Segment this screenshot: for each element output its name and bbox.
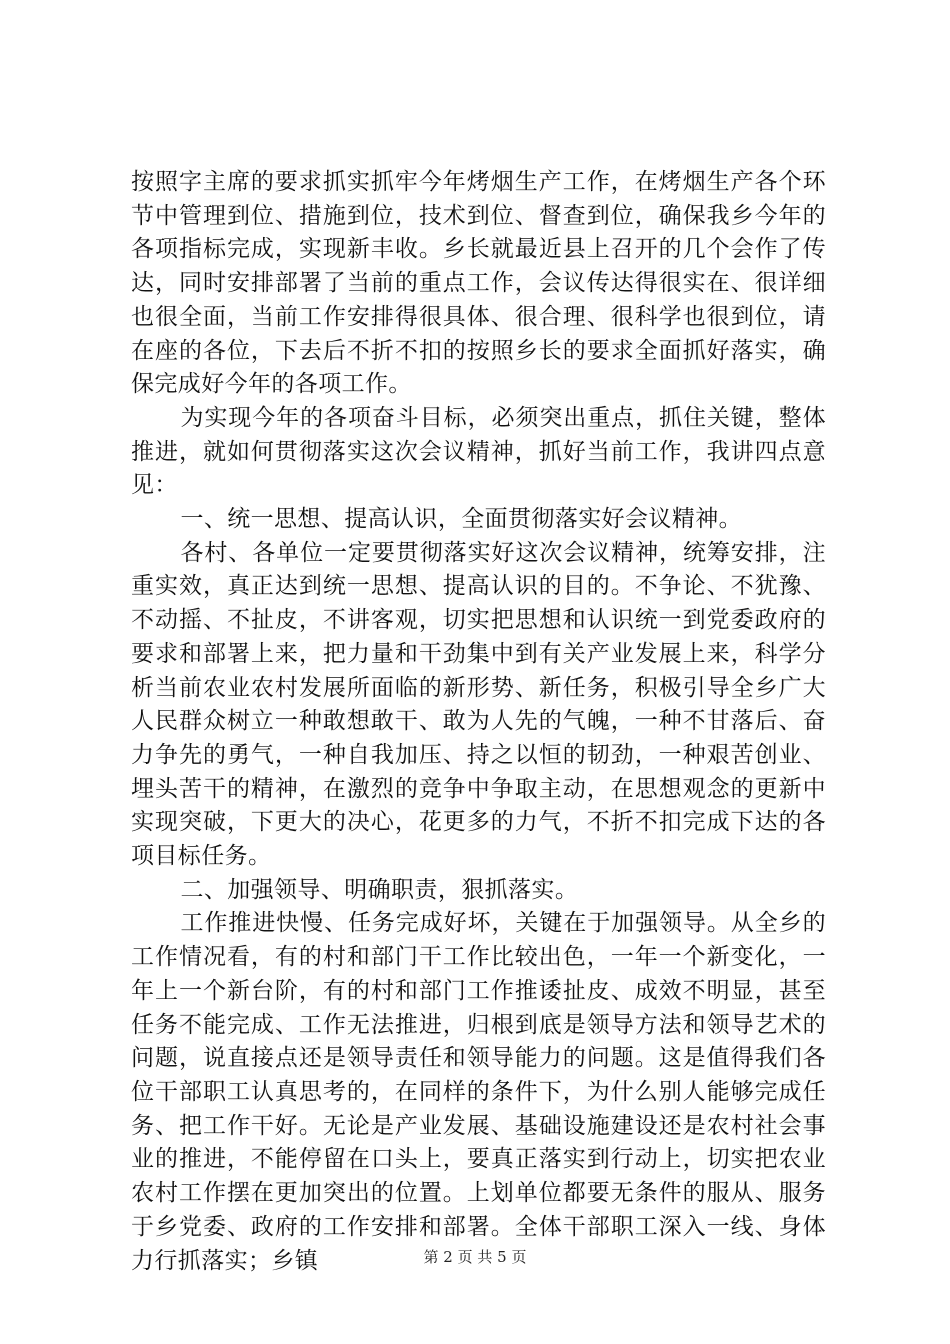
paragraph-4: 工作推进快慢、任务完成好坏，关键在于加强领导。从全乡的工作情况看，有的村和部门干工作比较出色，一年一个新变化，一年上一个新台阶，有的村和部门工作推诿扯皮、成效不明显，甚至任务不能完成、工作无法推进，归根到底是领导方法和领导艺术的问题，说直接点还是领导责任和领导能力的问题。这是值得我们各位干部职工认真思考的，在同样的条件下，为什么别人能够完成任务、把工作干好。无论是产业发展、基础设施建设还是农村社会事业的推进，不能停留在口头上，要真正落实到行动上，切实把农业农村工作摆在更加突出的位置。上划单位都要无条件的服从、服务于乡党委、政府的工作安排和部署。全体干部职工深入一线、身体力行抓落实；乡镇 bbox=[131, 910, 826, 1274]
section-heading-1: 一、统一思想、提高认识，全面贯彻落实好会议精神。 bbox=[180, 506, 743, 533]
paragraph-2: 为实现今年的各项奋斗目标，必须突出重点，抓住关键，整体推进，就如何贯彻落实这次会议精神，抓好当前工作，我讲四点意见： bbox=[131, 404, 826, 499]
paragraph-3: 各村、各单位一定要贯彻落实好这次会议精神，统筹安排，注重实效，真正达到统一思想、提高认识的目的。不争论、不犹豫、不动摇、不扯皮，不讲客观，切实把思想和认识统一到党委政府的要求和部署上来，把力量和干劲集中到有关产业发展上来，科学分析当前农业农村发展所面临的新形势、新任务，积极引导全乡广大人民群众树立一种敢想敢干、敢为人先的气魄，一种不甘落后、奋力争先的勇气，一种自我加压、持之以恒的韧劲，一种艰苦创业、埋头苦干的精神，在激烈的竞争中争取主动，在思想观念的更新中实现突破，下更大的决心，花更多的力气，不折不扣完成下达的各项目标任务。 bbox=[131, 539, 826, 870]
section-heading-2: 二、加强领导、明确职责，狠抓落实。 bbox=[180, 876, 579, 903]
document-body bbox=[131, 166, 826, 1278]
paragraph-1: 按照字主席的要求抓实抓牢今年烤烟生产工作，在烤烟生产各个环节中管理到位、措施到位，技术到位、督查到位，确保我乡今年的各项指标完成，实现新丰收。乡长就最近县上召开的几个会作了传达，同时安排部署了当前的重点工作，会议传达得很实在、很详细也很全面，当前工作安排得很具体、很合理、很科学也很到位，请在座的各位，下去后不折不扣的按照乡长的要求全面抓好落实，确保完成好今年的各项工作。 bbox=[131, 169, 826, 398]
page-footer bbox=[0, 1246, 950, 1267]
page-number-label: 第 2 页 共 5 页 bbox=[423, 1248, 527, 1266]
